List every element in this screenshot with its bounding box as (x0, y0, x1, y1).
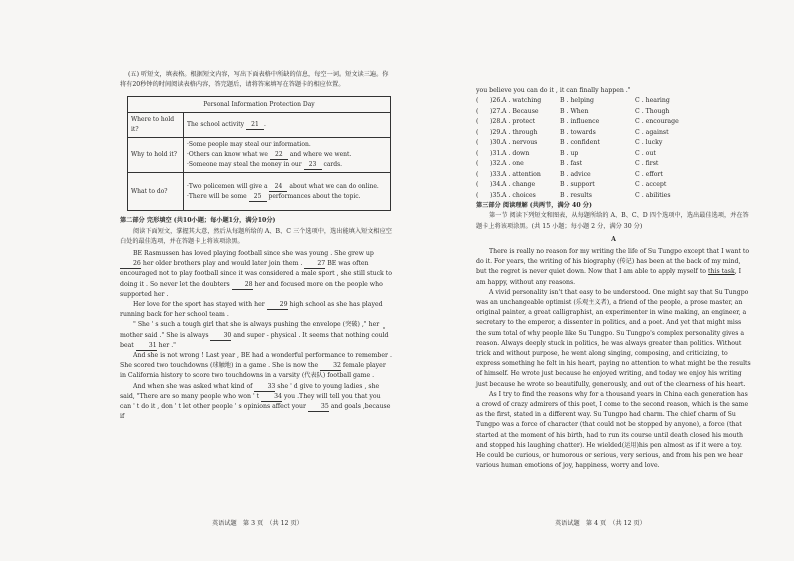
option-a: A . one (502, 160, 524, 168)
option-a: A . choices (502, 191, 536, 199)
option-c: C . effort (635, 170, 663, 178)
option-b: B . up (560, 149, 579, 157)
blank-30: 30 (210, 332, 231, 341)
cloze-options-list (476, 96, 751, 201)
option-b: B . towards (560, 128, 596, 136)
section-5-instructions: (五) 听短文，填表格。根据短文内容，写出下面表格中所缺的信息，每空一词。短文读三遍。你将有20秒钟的时间阅读表格内容，答完题后，请将答案填写在答题卡的相应位置。 (120, 71, 389, 89)
option-b: B . advice (560, 170, 591, 178)
blank-24: 24 (269, 183, 287, 192)
option-a: A . change (502, 181, 536, 189)
cloze-paragraph-2: Her love for the sport has stayed with her 29 high school as she has played running back for her school team . (120, 301, 383, 319)
option-row (476, 128, 751, 139)
option-c: C . lucky (635, 139, 663, 147)
option-a: A . nervous (502, 139, 538, 147)
blank-22: 22 (270, 151, 288, 160)
passage-paragraph-3: As I try to find the reasons why for a thousand years in China each generation has a crowd of crazy admirers of this poet, I come to the second reason, which is the same as the first, stated in a different way. Su Tungpo had charm. The chief charm of Su Tungpo was a force of character (that could not be stopped by anyone), a force (that started at the moment of his birth, had to run its course until death closed his mouth and stopped his laughing chatter). He wielded(运用)his pen almost as if it were a toy. He could be curious, or humorous or serious, very serious, and from his pen we hear various human emotions of joy, happiness, worry and love. (476, 390, 749, 470)
option-a: A . down (502, 149, 530, 157)
option-c: C . abilities (635, 191, 671, 199)
option-row (476, 180, 751, 191)
option-row (476, 117, 751, 128)
passage-paragraph-1: There is really no reason for my writing the life of Su Tungpo except that I want to do it. For years, the writing of his biography (传记) has been at the back of my mind, but the regret is never quiet down. Now that I am able to apply myself to this task, I am happy, without any reasons. (476, 248, 750, 286)
question-number: )32. (490, 160, 503, 168)
personal-info-table (127, 96, 391, 211)
option-c: C . first (635, 160, 659, 168)
option-b: B . influence (560, 118, 600, 126)
option-row (476, 107, 751, 118)
part-3-title: 第三部分 阅读理解 (共两节，满分 40 分) (476, 202, 592, 210)
option-c: C . Though (635, 107, 670, 115)
option-c: C . against (635, 128, 669, 136)
option-c: C . encourage (635, 118, 679, 126)
question-number: )33. (490, 170, 503, 178)
paren: ( (476, 160, 479, 168)
option-b: B . confident (560, 139, 600, 147)
blank-35: 35 (308, 403, 329, 412)
cloze-paragraph-4: And she is not wrong ! Last year , BE had a wonderful performance to remember . She scored two touchdowns (球触地) in a game . She is now the 32 female player in California history to score two touchdowns in a varsity (代表队) football game . (120, 352, 392, 380)
paren: ( (476, 107, 479, 115)
blank-27: 27 (304, 260, 325, 269)
option-a: A . watching (502, 97, 542, 105)
where-content: The school activity 21 . (184, 113, 391, 138)
paren: ( (476, 191, 479, 199)
option-b: B . helping (560, 97, 594, 105)
part-2-instructions: 阅读下面短文，掌握其大意，然后从每题所给的 A、B、C 三个选项中，选出能填入短文相应空白处的最佳选项，并在答题卡上将该项涂黑。 (120, 227, 392, 245)
blank-21: 21 (246, 121, 264, 130)
cloze-paragraph-5: And when she was asked what kind of 33 she ' d give to young ladies , she said, "There are so many people who won ' t 34 you .They will tell you that you can ' t do it , don ' t let other people ' s opinions affect your 35 and goals ,because if (120, 382, 391, 421)
left-page (120, 70, 392, 422)
blank-29: 29 (267, 301, 288, 310)
paren: ( (476, 118, 479, 126)
option-row (476, 138, 751, 149)
where-label: Where to hold it? (128, 113, 184, 138)
option-c: C . out (635, 149, 656, 157)
option-b: B . fast (560, 160, 583, 168)
right-page (476, 86, 751, 471)
question-number: )35. (490, 191, 503, 199)
option-c: C . accept (635, 181, 667, 189)
blank-23: 23 (304, 161, 322, 170)
cloze-paragraph-1: BE Rasmussen has loved playing football since she was young . She grew up 26 her older brothers play and would later join them . 27 BE was often encouraged not to play football since it was considered a male sport , she still stuck to doing it . So never let the doubters 28 her and focused more on the people who supported her . (120, 250, 392, 298)
table-title: Personal Information Protection Day (128, 97, 391, 113)
option-row (476, 96, 751, 107)
option-a: A . protect (502, 118, 536, 126)
option-a: A . Because (502, 107, 539, 115)
option-row (476, 149, 751, 160)
blank-31: 31 (136, 342, 157, 351)
question-number: )29. (490, 128, 503, 136)
why-content: ·Some people may steal our information. ·Others can know what we 22 and where we went. ·Someone may steal the money in our 23 cards. (184, 138, 391, 173)
right-page-footer: 英语试题 第 4 页 （共 12 页） (555, 520, 646, 527)
paren: ( (476, 149, 479, 157)
question-number: )26. (490, 97, 503, 105)
option-b: B . results (560, 191, 592, 199)
question-number: )34. (490, 181, 503, 189)
blank-32: 32 (320, 362, 341, 371)
left-page-footer: 英语试题 第 3 页 （共 12 页） (212, 520, 303, 527)
option-c: C . hearing (635, 97, 670, 105)
cloze-paragraph-3: " She ' s such a tough girl that she is always pushing the envelope (突破) ," her mother said ." She is always 30 and super - physical . It seems that nothing could beat 31 her ." (120, 321, 389, 349)
question-number: )30. (490, 139, 503, 147)
what-content: ·Two policemen will give a 24 about what we can do online. ·There will be some 25 performances about the topic. (184, 173, 391, 211)
paren: ( (476, 128, 479, 136)
paren: ( (476, 170, 479, 178)
blank-28: 28 (232, 281, 253, 290)
section-1-instructions: 第一节 阅读下列短文和图表，从每题所给的 A、B、C、D 四个选项中，选出最佳选项，并在答题卡上将该项涂黑。(共 15 小题；每小题 2 分，满分 30 分) (476, 212, 749, 230)
option-a: A . attention (502, 170, 541, 178)
option-b: B . When (560, 107, 589, 115)
passage-paragraph-2: A vivid personality isn't that easy to be understood. One might say that Su Tungpo was an unchangeable optimist (乐观主义者), a friend of the people, a prose master, an original painter, a great calligraphist, an experimenter in wine making, an engineer, a secretary to the emperor, a dissenter in politics, and a poet. And yet that might miss the sum total of why people like Su Tungpo. Su Tungpo's complex personality gives a reason. Always deeply stuck in politics, he was always greater than politics. Without trick and without purpose, he went along singing, composing, and criticizing, to express something he felt in his heart, paying no attention to what might be the results of himself. He wrote just because he enjoyed writing, and today we enjoy his writing just because he wrote so beautifully, generously, and out of the clearness of his heart. (476, 288, 751, 388)
underlined-phrase: this task (708, 268, 735, 276)
what-label: What to do? (128, 173, 184, 211)
option-row (476, 191, 751, 202)
paren: ( (476, 97, 479, 105)
question-number: )27. (490, 107, 503, 115)
option-row (476, 170, 751, 181)
paren: ( (476, 181, 479, 189)
option-row (476, 159, 751, 170)
part-2-title: 第二部分 完形填空 (共10小题；每小题1分，满分10分) (120, 217, 276, 225)
paren: ( (476, 139, 479, 147)
question-number: )31. (490, 149, 503, 157)
blank-26: 26 (120, 260, 141, 269)
why-label: Why to hold it? (128, 138, 184, 173)
question-number: )28. (490, 118, 503, 126)
blank-33: 33 (254, 383, 275, 392)
option-b: B . support (560, 181, 595, 189)
blank-25: 25 (249, 193, 267, 202)
passage-a-label: A (611, 235, 616, 243)
scan-speck (383, 327, 385, 329)
option-a: A . through (502, 128, 538, 136)
cloze-end-line: you believe you can do it , it can finally happen ." (476, 87, 631, 94)
blank-34: 34 (261, 393, 282, 402)
